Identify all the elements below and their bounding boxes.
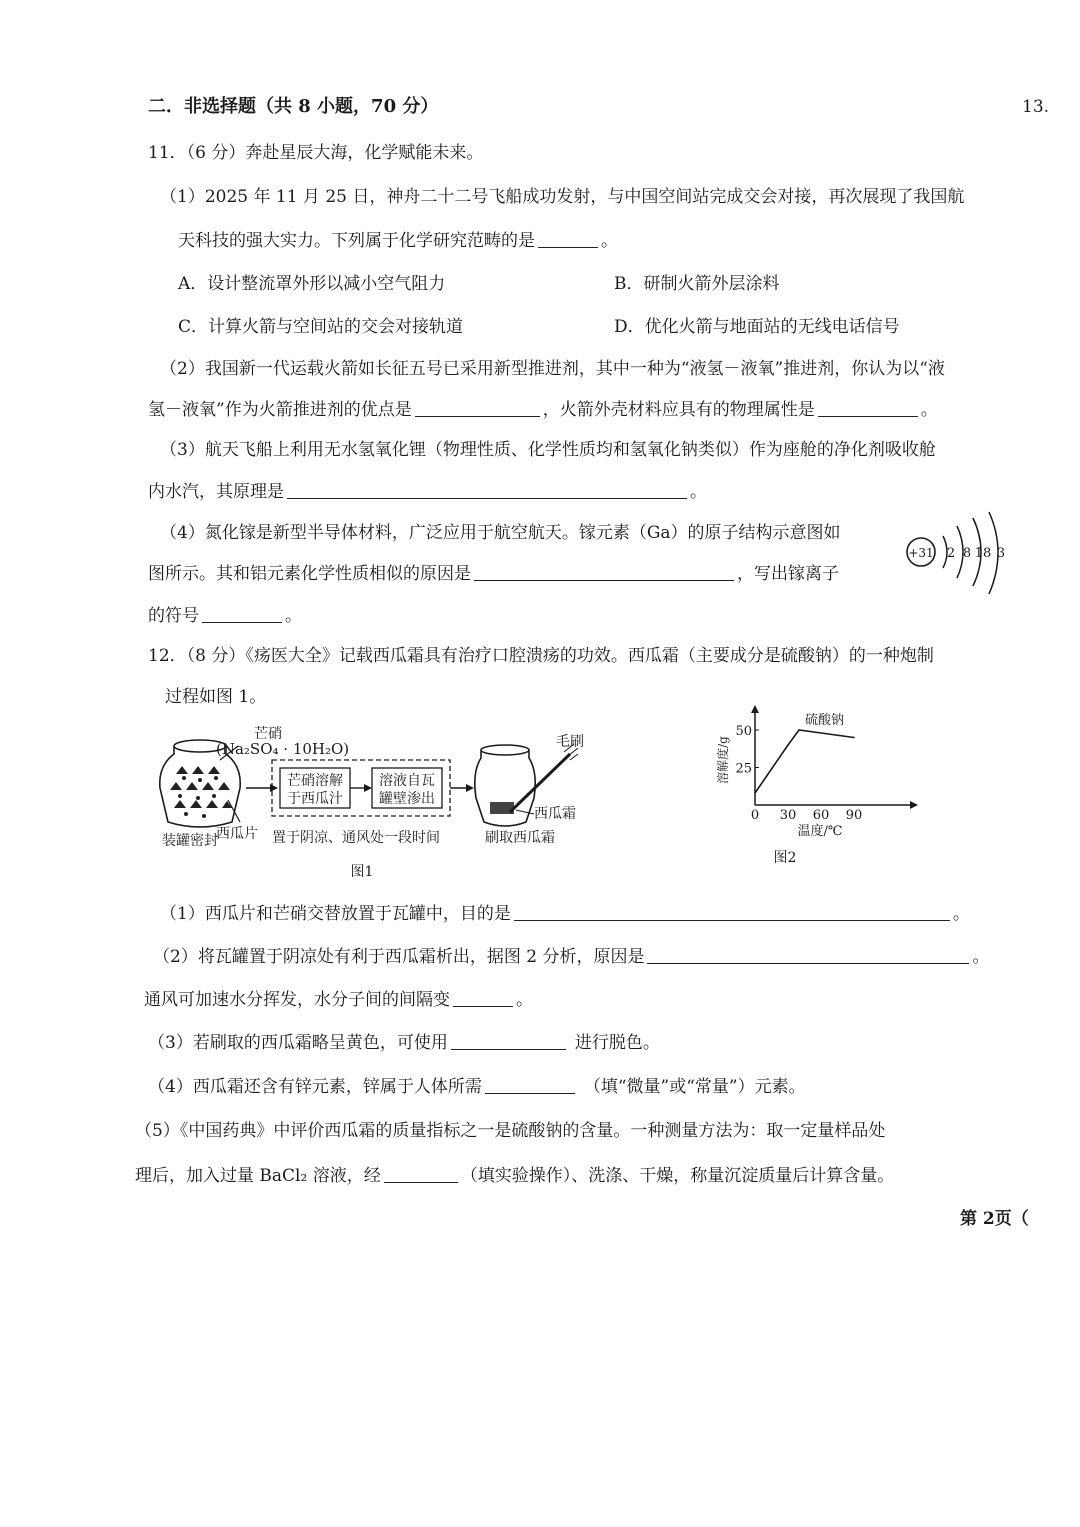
- q12-p1-end: 。: [952, 904, 970, 924]
- q12-p2-end-b: 。: [516, 990, 533, 1010]
- option-d: D．优化火箭与地面站的无线电话信号: [614, 317, 900, 337]
- answer-blank[interactable]: [453, 989, 513, 1007]
- q12-p2-line1: [153, 945, 989, 969]
- figure-2-caption: 图2: [773, 850, 797, 866]
- x-tick-label: 30: [779, 808, 797, 823]
- page-number: 第 2页（: [960, 1209, 1029, 1229]
- q11-p3-line2: [148, 480, 707, 504]
- series-label: 硫酸钠: [805, 713, 845, 728]
- process-arrow-head: [466, 784, 474, 792]
- q11-p2-text-b: ，火箭外壳材料应具有的物理属性是: [542, 400, 815, 420]
- label-pointer: [516, 810, 534, 814]
- q12-p1-text: （1）西瓜片和芒硝交替放置于瓦罐中，目的是: [160, 904, 511, 924]
- q11-p2-line1: （2）我国新一代运载火箭如长征五号已采用新型推进剂，其中一种为“液氢－液氧”推进剂，你认为以“液: [160, 359, 945, 379]
- q11-p4-text-a: 图所示。其和铝元素化学性质相似的原因是: [148, 564, 471, 584]
- shell-count: 8: [962, 546, 972, 561]
- x-tick-label: 60: [812, 808, 830, 823]
- answer-blank[interactable]: [384, 1165, 458, 1183]
- figure-1-process: [150, 718, 600, 878]
- q11-p2-line2: [148, 398, 938, 422]
- section-title: 二．非选择题（共 8 小题，70 分）: [148, 96, 439, 117]
- process-arrow-head: [364, 784, 372, 792]
- q12-p5-text-a: 理后，加入过量 BaCl₂ 溶液，经: [135, 1166, 381, 1186]
- nucleus-charge: +31: [908, 546, 934, 560]
- q12-p3-line: [148, 1031, 660, 1055]
- x-tick-label: 90: [845, 808, 863, 823]
- q11-p2-text-a: 氢－液氧”作为火箭推进剂的优点是: [148, 400, 412, 420]
- q12-p3-text-b: 进行脱色。: [574, 1033, 660, 1053]
- q12-p2-text: （2）将瓦罐置于阴凉处有利于西瓜霜析出，据图 2 分析，原因是: [153, 947, 645, 967]
- q12-p4-text-a: （4）西瓜霜还含有锌元素，锌属于人体所需: [148, 1077, 482, 1097]
- answer-blank[interactable]: [474, 563, 734, 581]
- box1-line1: 芒硝溶解: [287, 773, 343, 789]
- gallium-atom-diagram: [905, 510, 1015, 605]
- figure-2-solubility-chart: [710, 705, 910, 865]
- q12-p4-text-b: （填“微量”或“常量”）元素。: [583, 1077, 806, 1097]
- q11-p1-line1: （1）2025 年 11 月 25 日，神舟二十二号飞船成功发射，与中国空间站完成交会对接，再次展现了我国航: [160, 187, 965, 207]
- q12-p2-text-b: 通风可加速水分挥发，水分子间的间隔变: [144, 990, 450, 1010]
- q12-p4-line: [148, 1075, 806, 1099]
- option-c: C．计算火箭与空间站的交会对接轨道: [178, 317, 464, 337]
- open-jar: [475, 745, 535, 826]
- brush-handle: [510, 754, 570, 812]
- data-point: [754, 792, 756, 794]
- box1-line2: 于西瓜汁: [287, 791, 343, 807]
- label-mangxiao: 芒硝: [254, 726, 282, 742]
- q11-p1-end: 。: [601, 231, 618, 251]
- q11-p1-line2: [178, 229, 618, 253]
- y-axis-label: 溶解度/g: [716, 736, 730, 784]
- q12-p1-line: [160, 902, 970, 926]
- q12-p5-line1: （5）《中国药典》中评价西瓜霜的质量指标之一是硫酸钠的含量。一种测量方法为：取一定量样品处: [135, 1121, 886, 1141]
- label-xiguapian: 西瓜片: [216, 826, 258, 842]
- q11-p4-line2: [148, 562, 839, 586]
- q12-stem-line1: 12．（8 分）《疡医大全》记载西瓜霜具有治疗口腔溃疡的功效。西瓜霜（主要成分是硫酸钠）的一种炮制: [148, 646, 934, 666]
- y-tick-label: 50: [735, 724, 752, 739]
- y-tick-label: 25: [735, 761, 752, 777]
- answer-blank[interactable]: [647, 946, 969, 964]
- q11-p2-end: 。: [920, 400, 938, 420]
- q12-p2-end: 。: [972, 947, 990, 967]
- x-axis-label: 温度/℃: [797, 824, 843, 839]
- q11-p1-text: 天科技的强大实力。下列属于化学研究范畴的是: [178, 231, 535, 251]
- label-maoshua: 毛刷: [556, 734, 584, 750]
- q12-p2-line2: [144, 988, 533, 1012]
- q11-p4-text-c: 的符号: [148, 606, 199, 626]
- shell-count: 2: [946, 546, 956, 561]
- step1-label: 装罐密封: [162, 833, 218, 849]
- side-question-number: 13.: [1022, 97, 1050, 117]
- q12-stem-line2: 过程如图 1。: [165, 687, 267, 707]
- shell-count: 3: [996, 546, 1006, 561]
- q12-p5-line2: [135, 1164, 894, 1188]
- q11-p3-text: 内水汽，其原理是: [148, 482, 284, 502]
- answer-blank[interactable]: [818, 399, 918, 417]
- data-point: [853, 737, 855, 739]
- q11-p4-end: 。: [285, 606, 302, 626]
- q11-p4-text-b: ，写出镓离子: [737, 564, 839, 584]
- x-tick-label: 0: [750, 808, 760, 823]
- figure-1-caption: 图1: [350, 864, 374, 880]
- answer-blank[interactable]: [287, 481, 687, 499]
- answer-blank[interactable]: [451, 1032, 566, 1050]
- box2-line1: 溶液自瓦: [379, 773, 435, 789]
- answer-blank[interactable]: [415, 399, 540, 417]
- x-axis-arrow: [910, 801, 918, 809]
- q11-p3-line1: （3）航天飞船上利用无水氢氧化锂（物理性质、化学性质均和氢氧化钠类似）作为座舱的净化剂吸收舱: [160, 440, 936, 460]
- series-line-硫酸钠: [755, 730, 854, 793]
- data-point: [787, 744, 789, 746]
- process-arrow-head: [270, 784, 278, 792]
- y-axis-arrow: [751, 705, 759, 713]
- box2-line2: 罐壁渗出: [379, 791, 435, 807]
- q11-stem: 11．（6 分）奔赴星辰大海，化学赋能未来。: [148, 143, 484, 163]
- answer-blank[interactable]: [485, 1076, 575, 1094]
- label-formula: (Na₂SO₄ · 10H₂O): [216, 740, 350, 758]
- answer-blank[interactable]: [538, 230, 598, 248]
- q11-p3-end: 。: [690, 482, 707, 502]
- label-pointer: [228, 800, 240, 822]
- answer-blank[interactable]: [514, 903, 950, 921]
- data-point: [798, 729, 800, 731]
- answer-blank[interactable]: [202, 605, 282, 623]
- option-a: A．设计整流罩外形以减小空气阻力: [178, 274, 446, 294]
- q11-p4-line1: （4）氮化镓是新型半导体材料，广泛应用于航空航天。镓元素（Ga）的原子结构示意图如: [160, 523, 841, 543]
- label-xiguashuang: 西瓜霜: [534, 806, 576, 822]
- q12-p3-text-a: （3）若刷取的西瓜霜略呈黄色，可使用: [148, 1033, 448, 1053]
- option-b: B．研制火箭外层涂料: [614, 274, 780, 294]
- q11-p4-line3: [148, 604, 302, 628]
- shell-count: 18: [974, 546, 992, 561]
- step2-label: 置于阴凉、通风处一段时间: [272, 830, 440, 846]
- q12-p5-text-b: （填实验操作）、洗涤、干燥，称量沉淀质量后计算含量。: [460, 1166, 895, 1186]
- step3-label: 刷取西瓜霜: [485, 830, 555, 846]
